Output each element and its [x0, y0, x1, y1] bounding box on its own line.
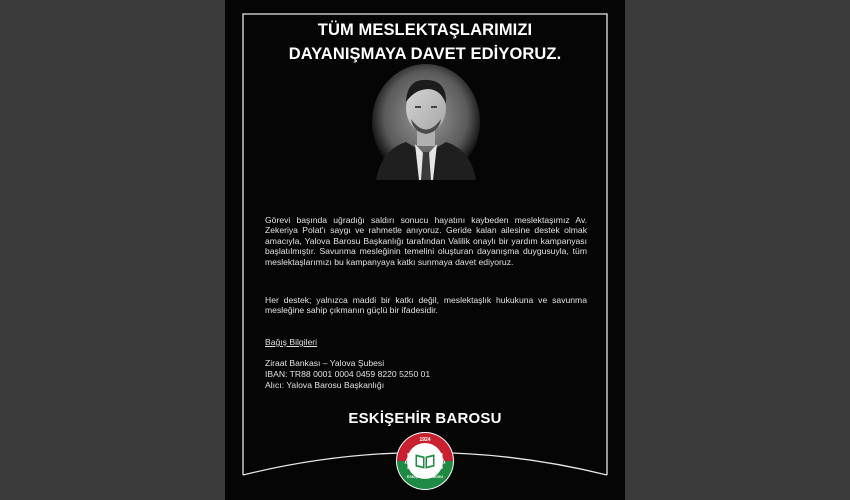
- bar-association-name: ESKİŞEHİR BAROSU: [348, 410, 502, 427]
- memorial-poster: [225, 0, 625, 500]
- bank-name: Ziraat Bankası – Yalova Şubesi: [265, 358, 385, 368]
- paragraph-1: Görevi başında uğradığı saldırı sonucu hayatını kaybeden meslektaşımız Av. Zekeriya Polat'ı saygı ve rahmetle anıyoruz. Geride kalan ailesine destek olmak amacıyla, Yalova Barosu Başkanlığı tarafından Valilik onaylı bir yardım kampanyası başlatılmıştır. Savunma mesleğinin temelini oluşturan dayanışma duygusuyla, tüm meslektaşlarımızı bu kampanyaya katkı sunmaya davet ediyoruz.: [265, 215, 587, 267]
- bank-details: [265, 358, 430, 392]
- bar-association-logo: [395, 431, 455, 491]
- headline-line-2: DAYANIŞMAYA DAVET EDİYORUZ.: [288, 45, 562, 63]
- logo-year: 1924: [419, 437, 431, 443]
- portrait-photo: [371, 64, 481, 180]
- paragraph-2: Her destek; yalnızca maddi bir katkı değil, meslektaşlık hukukuna ve savunma mesleğine sahip çıkmanın güçlü bir ifadesidir.: [265, 295, 587, 316]
- logo-text: ESKİŞEHİR BAROSU: [407, 475, 443, 479]
- headline-line-1: TÜM MESLEKTAŞLARIMIZI: [317, 21, 533, 39]
- iban: IBAN: TR88 0001 0004 0459 8220 5250 01: [265, 369, 431, 380]
- recipient: Alıcı: Yalova Barosu Başkanlığı: [265, 380, 385, 391]
- donation-title: Bağış Bilgileri: [265, 337, 318, 347]
